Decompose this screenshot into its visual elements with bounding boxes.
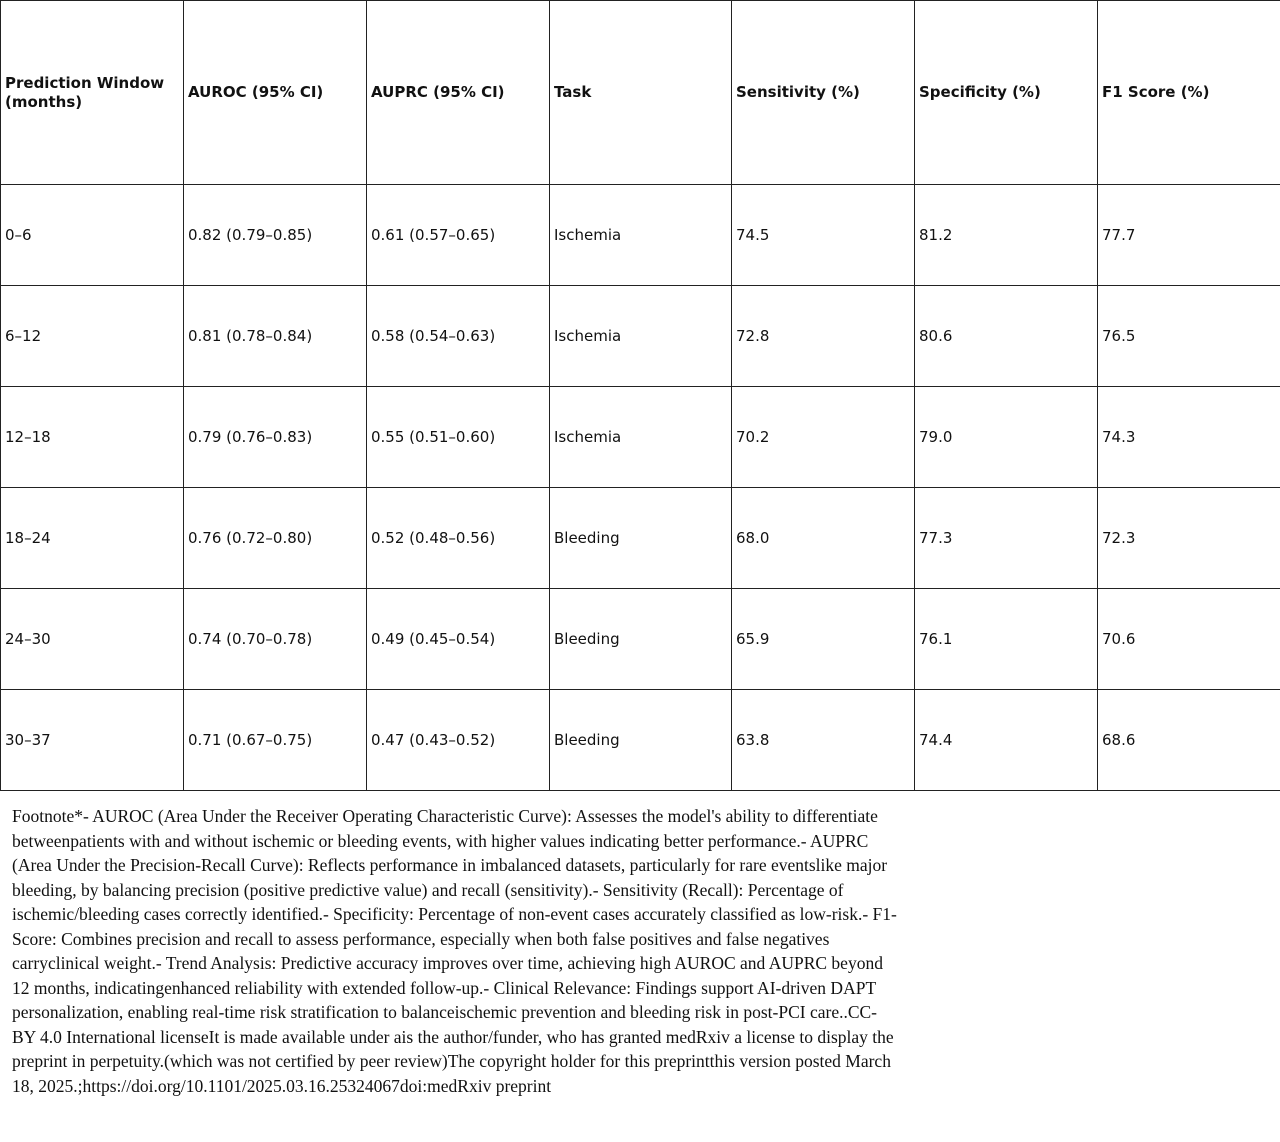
table-cell: 79.0 [915, 387, 1098, 488]
table-cell: 0.47 (0.43–0.52) [367, 690, 550, 791]
table-cell: 74.4 [915, 690, 1098, 791]
header-cell: Prediction Window (months) [1, 1, 184, 185]
table-cell: 0.58 (0.54–0.63) [367, 286, 550, 387]
table-cell: 24–30 [1, 589, 184, 690]
table-cell: 0.49 (0.45–0.54) [367, 589, 550, 690]
table-cell: 65.9 [732, 589, 915, 690]
header-cell: Sensitivity (%) [732, 1, 915, 185]
table-cell: 0–6 [1, 185, 184, 286]
table-row [1, 589, 1280, 690]
table-cell: 72.3 [1098, 488, 1280, 589]
table-cell: 0.61 (0.57–0.65) [367, 185, 550, 286]
table-cell: 12–18 [1, 387, 184, 488]
table-row [1, 185, 1280, 286]
header-cell: Specificity (%) [915, 1, 1098, 185]
table-cell: Ischemia [550, 286, 732, 387]
table-cell: 74.5 [732, 185, 915, 286]
table-cell: Ischemia [550, 387, 732, 488]
header-row [1, 1, 1280, 185]
table-cell: 76.5 [1098, 286, 1280, 387]
table-cell: Ischemia [550, 185, 732, 286]
table-cell: 0.76 (0.72–0.80) [184, 488, 367, 589]
table-cell: 6–12 [1, 286, 184, 387]
table-cell: 80.6 [915, 286, 1098, 387]
table-cell: 76.1 [915, 589, 1098, 690]
table-cell: 68.0 [732, 488, 915, 589]
table-cell: 0.79 (0.76–0.83) [184, 387, 367, 488]
table-cell: 68.6 [1098, 690, 1280, 791]
table-cell: Bleeding [550, 690, 732, 791]
table-cell: 18–24 [1, 488, 184, 589]
table-cell: 72.8 [732, 286, 915, 387]
header-cell: Task [550, 1, 732, 185]
table-cell: 30–37 [1, 690, 184, 791]
table-row [1, 690, 1280, 791]
table-cell: 0.74 (0.70–0.78) [184, 589, 367, 690]
header-cell: AUROC (95% CI) [184, 1, 367, 185]
table-cell: 0.52 (0.48–0.56) [367, 488, 550, 589]
table-cell: 81.2 [915, 185, 1098, 286]
table-cell: Bleeding [550, 589, 732, 690]
table-row [1, 387, 1280, 488]
table-cell: 70.6 [1098, 589, 1280, 690]
table-cell: Bleeding [550, 488, 732, 589]
table-row [1, 286, 1280, 387]
table-cell: 77.3 [915, 488, 1098, 589]
table-cell: 0.82 (0.79–0.85) [184, 185, 367, 286]
header-cell: AUPRC (95% CI) [367, 1, 550, 185]
table-cell: 74.3 [1098, 387, 1280, 488]
header-cell: F1 Score (%) [1098, 1, 1280, 185]
table-footnote: Footnote*- AUROC (Area Under the Receiver Operating Characteristic Curve): Assesses the model's ability to differentiate betweenpatients with and without ischemic or bleeding events, with higher values indicating better performance.- AUPRC (Area Under the Precision-Recall Curve): Reflects performance in imbalanced datasets, particularly for rare eventslike major bleeding, by balancing precision (positive predictive value) and recall (sensitivity).- Sensitivity (Recall): Percentage of ischemic/bleeding cases correctly identified.- Specificity: Percentage of non-event cases accurately classified as low-risk.- F1-Score: Combines precision and recall to assess performance, especially when both false positives and false negatives carryclinical weight.- Trend Analysis: Predictive accuracy improves over time, achieving high AUROC and AUPRC beyond 12 months, indicatingenhanced reliability with extended follow-up.- Clinical Relevance: Findings support AI-driven DAPT personalization, enabling real-time risk stratification to balanceischemic prevention and bleeding risk in post-PCI care..CC-BY 4.0 International licenseIt is made available under ais the author/funder, who has granted medRxiv a license to display the preprint in perpetuity.(which was not certified by peer review)The copyright holder for this preprintthis version posted March 18, 2025.;https://doi.org/10.1101/2025.03.16.25324067doi:medRxiv preprint [12, 806, 897, 1096]
table-cell: 0.55 (0.51–0.60) [367, 387, 550, 488]
table-cell: 70.2 [732, 387, 915, 488]
table-row [1, 488, 1280, 589]
table-cell: 63.8 [732, 690, 915, 791]
table-cell: 77.7 [1098, 185, 1280, 286]
table-cell: 0.81 (0.78–0.84) [184, 286, 367, 387]
table-cell: 0.71 (0.67–0.75) [184, 690, 367, 791]
